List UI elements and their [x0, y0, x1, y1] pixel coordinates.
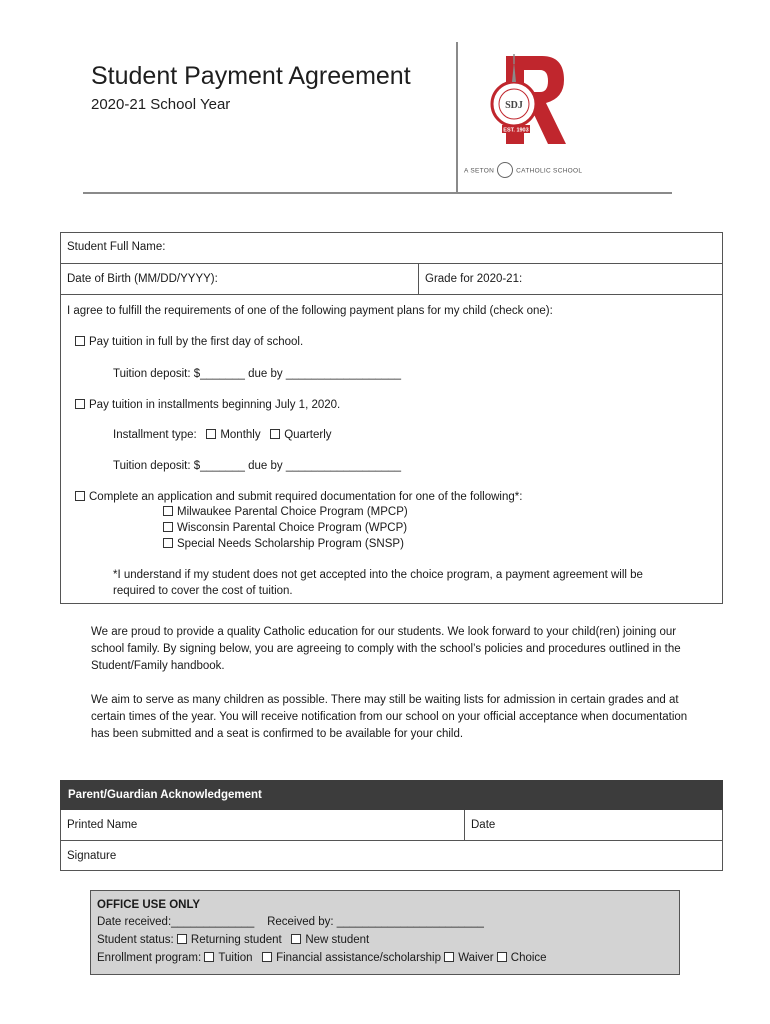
logo-caption-left: A SETON — [464, 167, 495, 175]
page-title: Student Payment Agreement — [91, 62, 411, 90]
logo-seal-letters: SDJ — [505, 100, 523, 111]
office-use-box — [90, 890, 680, 975]
logo-caption — [464, 163, 594, 181]
page-subtitle: 2020-21 School Year — [91, 96, 231, 113]
returning-label: Returning student — [190, 934, 282, 946]
new-student-label: New student — [305, 934, 370, 946]
waiting-list-paragraph: We aim to serve as many children as possible. There may still be waiting lists for admission in certain grades and at certain times of the year. You will receive notification from our school on your official acceptance when documentation has been submitted and a seat is confirmed to be available for your child. — [91, 694, 688, 741]
tuition-label: Tuition — [218, 952, 253, 964]
flame-icon — [497, 162, 513, 178]
monthly-checkbox[interactable] — [206, 429, 216, 439]
program-label: Special Needs Scholarship Program (SNSP) — [177, 538, 404, 550]
logo-est: EST. 1903 — [503, 127, 529, 134]
date-received-field[interactable]: Date received:_____________ — [97, 916, 255, 928]
plan-full-label: Pay tuition in full by the first day of school. — [89, 336, 304, 348]
grade-label: Grade for 2020-21: — [425, 273, 523, 285]
choice-note-line-2: required to cover the cost of tuition. — [113, 585, 293, 597]
financial-checkbox[interactable] — [262, 952, 272, 962]
quarterly-label: Quarterly — [284, 429, 332, 441]
returning-checkbox[interactable] — [177, 934, 187, 944]
installment-type-label: Installment type: — [113, 429, 197, 441]
program-checkbox[interactable] — [163, 522, 173, 532]
plan-full-option[interactable] — [75, 336, 303, 348]
office-received-row — [97, 916, 484, 928]
signature-field[interactable]: Signature — [67, 850, 117, 862]
enrollment-program-row — [97, 952, 547, 964]
intro-paragraph: We are proud to provide a quality Catholic education for our students. We look forward to your child(ren) joining our school family. By signing below, you are agreeing to comply with the school’s policies and procedures outlined in the Student/Family handbook. — [91, 626, 681, 673]
student-status-label: Student status: — [97, 934, 174, 946]
header-divider-horizontal — [83, 192, 672, 194]
school-logo — [484, 48, 568, 158]
acknowledgement-table — [60, 810, 723, 871]
date-field[interactable]: Date — [471, 819, 496, 831]
financial-label: Financial assistance/scholarship — [276, 952, 441, 964]
plan-choice-label: Complete an application and submit required documentation for one of the following*: — [89, 491, 523, 503]
program-checkbox[interactable] — [163, 538, 173, 548]
plan-installments-deposit: Tuition deposit: $_______ due by __________________ — [113, 460, 401, 472]
program-option[interactable] — [163, 522, 407, 534]
choice-note-line-1: *I understand if my student does not get accepted into the choice program, a payment agreement will be — [113, 569, 643, 581]
printed-name-field[interactable]: Printed Name — [67, 819, 138, 831]
quarterly-checkbox[interactable] — [270, 429, 280, 439]
waiver-checkbox[interactable] — [444, 952, 454, 962]
plan-installments-option[interactable] — [75, 399, 340, 411]
choice-checkbox[interactable] — [497, 952, 507, 962]
logo-caption-right: CATHOLIC SCHOOL — [516, 167, 583, 175]
student-full-name-label: Student Full Name: — [67, 241, 166, 253]
acknowledgement-heading: Parent/Guardian Acknowledgement — [60, 780, 723, 810]
choice-label: Choice — [510, 952, 547, 964]
program-label: Wisconsin Parental Choice Program (WPCP) — [177, 522, 408, 534]
plan-choice-checkbox[interactable] — [75, 491, 85, 501]
office-heading: OFFICE USE ONLY — [97, 899, 201, 911]
plan-full-checkbox[interactable] — [75, 336, 85, 346]
plan-installments-checkbox[interactable] — [75, 399, 85, 409]
received-by-field[interactable]: Received by: _______________________ — [267, 916, 484, 928]
plan-installments-label: Pay tuition in installments beginning July 1, 2020. — [89, 399, 341, 411]
program-option[interactable] — [163, 506, 408, 518]
program-option[interactable] — [163, 538, 404, 550]
plan-choice-option[interactable] — [75, 491, 522, 503]
tuition-checkbox[interactable] — [204, 952, 214, 962]
program-label: Milwaukee Parental Choice Program (MPCP) — [177, 506, 408, 518]
enrollment-program-label: Enrollment program: — [97, 952, 202, 964]
student-status-row — [97, 934, 369, 946]
plan-full-deposit: Tuition deposit: $_______ due by __________________ — [113, 368, 401, 380]
plans-intro: I agree to fulfill the requirements of one of the following payment plans for my child (check one): — [67, 305, 553, 317]
dob-label: Date of Birth (MM/DD/YYYY): — [67, 273, 218, 285]
waiver-label: Waiver — [458, 952, 494, 964]
installment-type-row — [113, 429, 332, 441]
header-divider-vertical — [456, 42, 458, 194]
student-form-box — [60, 232, 723, 604]
program-checkbox[interactable] — [163, 506, 173, 516]
new-student-checkbox[interactable] — [291, 934, 301, 944]
monthly-label: Monthly — [220, 429, 261, 441]
